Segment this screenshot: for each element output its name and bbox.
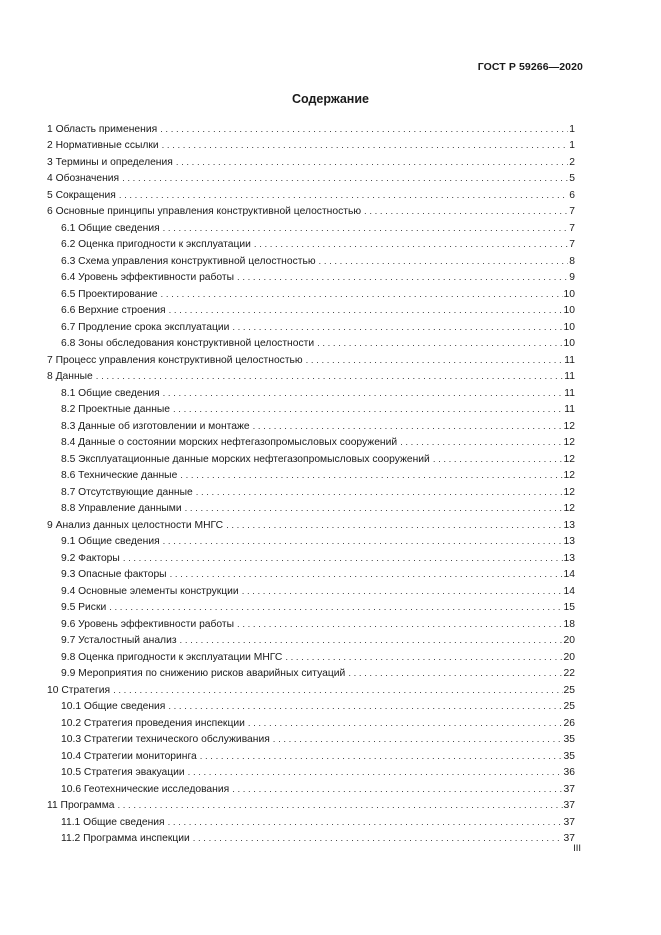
toc-entry[interactable] <box>47 384 575 401</box>
toc-entry-page: 7 <box>569 239 575 250</box>
dot-leader <box>306 354 564 368</box>
dot-leader <box>122 172 568 186</box>
toc-entry-page: 12 <box>563 486 575 498</box>
toc-entry[interactable] <box>47 120 575 137</box>
toc-entry[interactable] <box>47 252 575 269</box>
toc-entry[interactable] <box>47 219 575 236</box>
dot-leader <box>242 585 563 599</box>
dot-leader <box>196 486 563 500</box>
toc-entry-title: 9.9 Мероприятия по снижению рисков аварийных ситуаций <box>61 668 346 679</box>
toc-entry[interactable] <box>47 582 575 599</box>
toc-entry-page: 11 <box>564 354 575 366</box>
toc-entry-page: 8 <box>569 255 575 267</box>
dot-leader <box>170 568 563 582</box>
toc-entry-title: 9.6 Уровень эффективности работы <box>61 618 235 630</box>
toc-entry[interactable] <box>47 285 575 302</box>
toc-entry-page: 37 <box>563 800 575 811</box>
toc-entry[interactable] <box>47 731 575 748</box>
toc-entry-page: 10 <box>563 321 575 333</box>
toc-entry[interactable] <box>47 269 575 286</box>
dot-leader <box>119 189 568 203</box>
toc-entry[interactable] <box>47 335 575 352</box>
toc-entry[interactable] <box>47 236 575 253</box>
dot-leader <box>364 205 568 219</box>
dot-leader <box>185 502 563 516</box>
toc-entry-title: 8.7 Отсутствующие данные <box>61 486 193 498</box>
toc-entry-title: 11.2 Программа инспекции <box>61 833 190 844</box>
toc-entry-title: 9.8 Оценка пригодности к эксплуатации МНГС <box>61 651 283 663</box>
toc-entry-page: 1 <box>569 140 575 151</box>
page-number: III <box>573 843 581 854</box>
toc-entry-title: 10.1 Общие сведения <box>61 701 166 712</box>
toc-entry-title: 1 Область применения <box>47 123 158 135</box>
toc-entry-page: 13 <box>563 536 575 547</box>
toc-entry[interactable] <box>47 318 575 335</box>
toc-entry-title: 6 Основные принципы управления конструктивной целостностью <box>47 206 362 217</box>
toc-entry-page: 6 <box>569 189 575 201</box>
toc-entry-page: 35 <box>563 734 575 745</box>
toc-entry[interactable] <box>47 714 575 731</box>
dot-leader <box>319 255 569 269</box>
dot-leader <box>193 832 563 846</box>
dot-leader <box>176 156 568 170</box>
toc-entry-title: 9 Анализ данных целостности МНГС <box>47 519 224 531</box>
toc-entry[interactable] <box>47 170 575 187</box>
toc-entry-page: 22 <box>563 668 575 679</box>
toc-entry-page: 12 <box>563 470 575 481</box>
toc-entry[interactable] <box>47 434 575 451</box>
toc-entry-page: 2 <box>569 156 575 168</box>
toc-entry-page: 13 <box>563 519 575 531</box>
toc-entry[interactable] <box>47 632 575 649</box>
toc-entry-page: 12 <box>563 453 575 465</box>
toc-entry-title: 10 Стратегия <box>47 684 111 696</box>
toc-entry[interactable] <box>47 780 575 797</box>
toc-entry-title: 6.4 Уровень эффективности работы <box>61 272 235 283</box>
toc-entry-page: 11 <box>564 371 575 382</box>
dot-leader <box>168 700 562 714</box>
dot-leader <box>254 238 568 252</box>
toc-entry[interactable] <box>47 615 575 632</box>
toc-entry-title: 10.6 Геотехнические исследования <box>61 783 230 795</box>
toc-entry[interactable] <box>47 516 575 533</box>
dot-leader <box>273 733 563 747</box>
toc-entry-page: 18 <box>563 618 575 630</box>
toc-entry-page: 37 <box>563 833 575 844</box>
dot-leader <box>188 766 563 780</box>
table-of-contents <box>47 120 575 846</box>
toc-entry-page: 12 <box>563 437 575 448</box>
dot-leader <box>348 667 562 681</box>
toc-entry-page: 25 <box>563 684 575 696</box>
dot-leader <box>285 651 562 665</box>
toc-entry[interactable] <box>47 764 575 781</box>
toc-entry-page: 35 <box>563 750 575 762</box>
toc-entry-page: 11 <box>564 404 575 415</box>
toc-entry-title: 8.8 Управление данными <box>61 503 182 514</box>
toc-entry-title: 6.3 Схема управления конструктивной целостностью <box>61 255 316 267</box>
toc-entry-title: 5 Сокращения <box>47 189 116 201</box>
dot-leader <box>123 552 563 566</box>
toc-entry-title: 8.5 Эксплуатационные данные морских нефтегазопромысловых сооружений <box>61 453 430 465</box>
dot-leader <box>433 453 563 467</box>
toc-entry-page: 20 <box>563 651 575 663</box>
dot-leader <box>317 337 562 351</box>
dot-leader <box>162 139 569 153</box>
toc-entry-page: 26 <box>563 717 575 729</box>
dot-leader <box>160 123 568 137</box>
toc-entry[interactable] <box>47 186 575 203</box>
toc-entry-page: 14 <box>563 569 575 580</box>
toc-entry-title: 6.6 Верхние строения <box>61 305 166 316</box>
toc-entry-title: 6.1 Общие сведения <box>61 222 160 234</box>
toc-entry-title: 8.4 Данные о состоянии морских нефтегазопромысловых сооружений <box>61 437 398 448</box>
toc-entry-title: 8.2 Проектные данные <box>61 404 171 415</box>
toc-entry-title: 8.3 Данные об изготовлении и монтаже <box>61 420 250 432</box>
toc-title: Содержание <box>291 92 369 106</box>
toc-entry-title: 8 Данные <box>47 371 93 382</box>
dot-leader <box>226 519 562 533</box>
toc-entry[interactable] <box>47 747 575 764</box>
toc-entry-title: 6.5 Проектирование <box>61 288 158 300</box>
toc-entry-title: 10.5 Стратегия эвакуации <box>61 767 185 778</box>
toc-entry[interactable] <box>47 302 575 319</box>
toc-entry-title: 10.2 Стратегия проведения инспекции <box>61 717 245 729</box>
toc-entry[interactable] <box>47 566 575 583</box>
toc-entry[interactable] <box>47 797 575 814</box>
dot-leader <box>180 469 562 483</box>
toc-entry[interactable] <box>47 665 575 682</box>
dot-leader <box>113 684 562 698</box>
toc-entry-page: 5 <box>569 173 575 184</box>
toc-entry-title: 6.7 Продление срока эксплуатации <box>61 321 230 333</box>
toc-entry-page: 10 <box>563 288 575 300</box>
dot-leader <box>253 420 563 434</box>
toc-entry-page: 13 <box>563 552 575 564</box>
toc-entry[interactable] <box>47 203 575 220</box>
dot-leader <box>232 783 562 797</box>
toc-entry-page: 15 <box>563 602 575 613</box>
dot-leader <box>169 304 563 318</box>
toc-entry-page: 9 <box>569 272 575 283</box>
toc-entry-title: 9.1 Общие сведения <box>61 536 160 547</box>
dot-leader <box>237 271 568 285</box>
toc-entry-title: 3 Термины и определения <box>47 156 173 168</box>
toc-entry[interactable] <box>47 153 575 170</box>
toc-entry-title: 2 Нормативные ссылки <box>47 140 159 151</box>
dot-leader <box>161 288 563 302</box>
toc-entry[interactable] <box>47 450 575 467</box>
toc-entry[interactable] <box>47 813 575 830</box>
toc-entry-title: 9.3 Опасные факторы <box>61 569 167 580</box>
toc-entry[interactable] <box>47 599 575 616</box>
document-code: ГОСТ Р 59266—2020 <box>477 61 583 73</box>
toc-entry-title: 8.1 Общие сведения <box>61 387 160 399</box>
toc-entry-title: 10.3 Стратегии технического обслуживания <box>61 734 270 745</box>
toc-entry-title: 9.4 Основные элементы конструкции <box>61 585 239 597</box>
toc-entry[interactable] <box>47 368 575 385</box>
toc-entry[interactable] <box>47 500 575 517</box>
toc-entry[interactable] <box>47 417 575 434</box>
toc-entry-title: 4 Обозначения <box>47 173 120 184</box>
dot-leader <box>400 436 562 450</box>
toc-entry[interactable] <box>47 698 575 715</box>
toc-entry-page: 36 <box>563 767 575 778</box>
toc-entry[interactable] <box>47 533 575 550</box>
toc-entry[interactable] <box>47 351 575 368</box>
dot-leader <box>248 717 563 731</box>
toc-entry[interactable] <box>47 648 575 665</box>
dot-leader <box>163 222 569 236</box>
toc-entry-title: 11.1 Общие сведения <box>61 816 165 828</box>
toc-entry-title: 9.7 Усталостный анализ <box>61 635 177 646</box>
toc-entry-page: 7 <box>569 206 575 217</box>
dot-leader <box>180 634 563 648</box>
toc-entry-page: 12 <box>563 503 575 514</box>
toc-entry-page: 37 <box>563 816 575 828</box>
toc-entry-page: 11 <box>564 387 575 399</box>
toc-entry-title: 9.2 Факторы <box>61 552 120 564</box>
toc-entry-page: 10 <box>563 305 575 316</box>
toc-entry-page: 1 <box>569 123 575 135</box>
dot-leader <box>163 387 564 401</box>
toc-entry[interactable] <box>47 401 575 418</box>
dot-leader <box>168 816 563 830</box>
dot-leader <box>118 799 563 813</box>
toc-entry-page: 25 <box>563 701 575 712</box>
toc-entry[interactable] <box>47 137 575 154</box>
dot-leader <box>163 535 563 549</box>
toc-entry-title: 7 Процесс управления конструктивной целостностью <box>47 354 303 366</box>
toc-entry[interactable] <box>47 549 575 566</box>
toc-entry-page: 7 <box>569 222 575 234</box>
toc-entry-page: 10 <box>563 338 575 349</box>
toc-entry-title: 8.6 Технические данные <box>61 470 178 481</box>
dot-leader <box>200 750 563 764</box>
dot-leader <box>237 618 562 632</box>
toc-entry[interactable] <box>47 681 575 698</box>
toc-entry-title: 10.4 Стратегии мониторинга <box>61 750 197 762</box>
toc-entry[interactable] <box>47 830 575 847</box>
toc-entry[interactable] <box>47 483 575 500</box>
toc-entry-title: 6.2 Оценка пригодности к эксплуатации <box>61 239 251 250</box>
toc-entry-title: 6.8 Зоны обследования конструктивной целостности <box>61 338 315 349</box>
toc-entry-page: 14 <box>563 585 575 597</box>
toc-entry[interactable] <box>47 467 575 484</box>
dot-leader <box>173 403 563 417</box>
dot-leader <box>109 601 562 615</box>
toc-entry-page: 12 <box>563 420 575 432</box>
dot-leader <box>96 370 564 384</box>
toc-entry-page: 20 <box>563 635 575 646</box>
toc-entry-title: 9.5 Риски <box>61 602 107 613</box>
dot-leader <box>232 321 562 335</box>
toc-entry-title: 11 Программа <box>47 800 115 811</box>
toc-entry-page: 37 <box>563 783 575 795</box>
